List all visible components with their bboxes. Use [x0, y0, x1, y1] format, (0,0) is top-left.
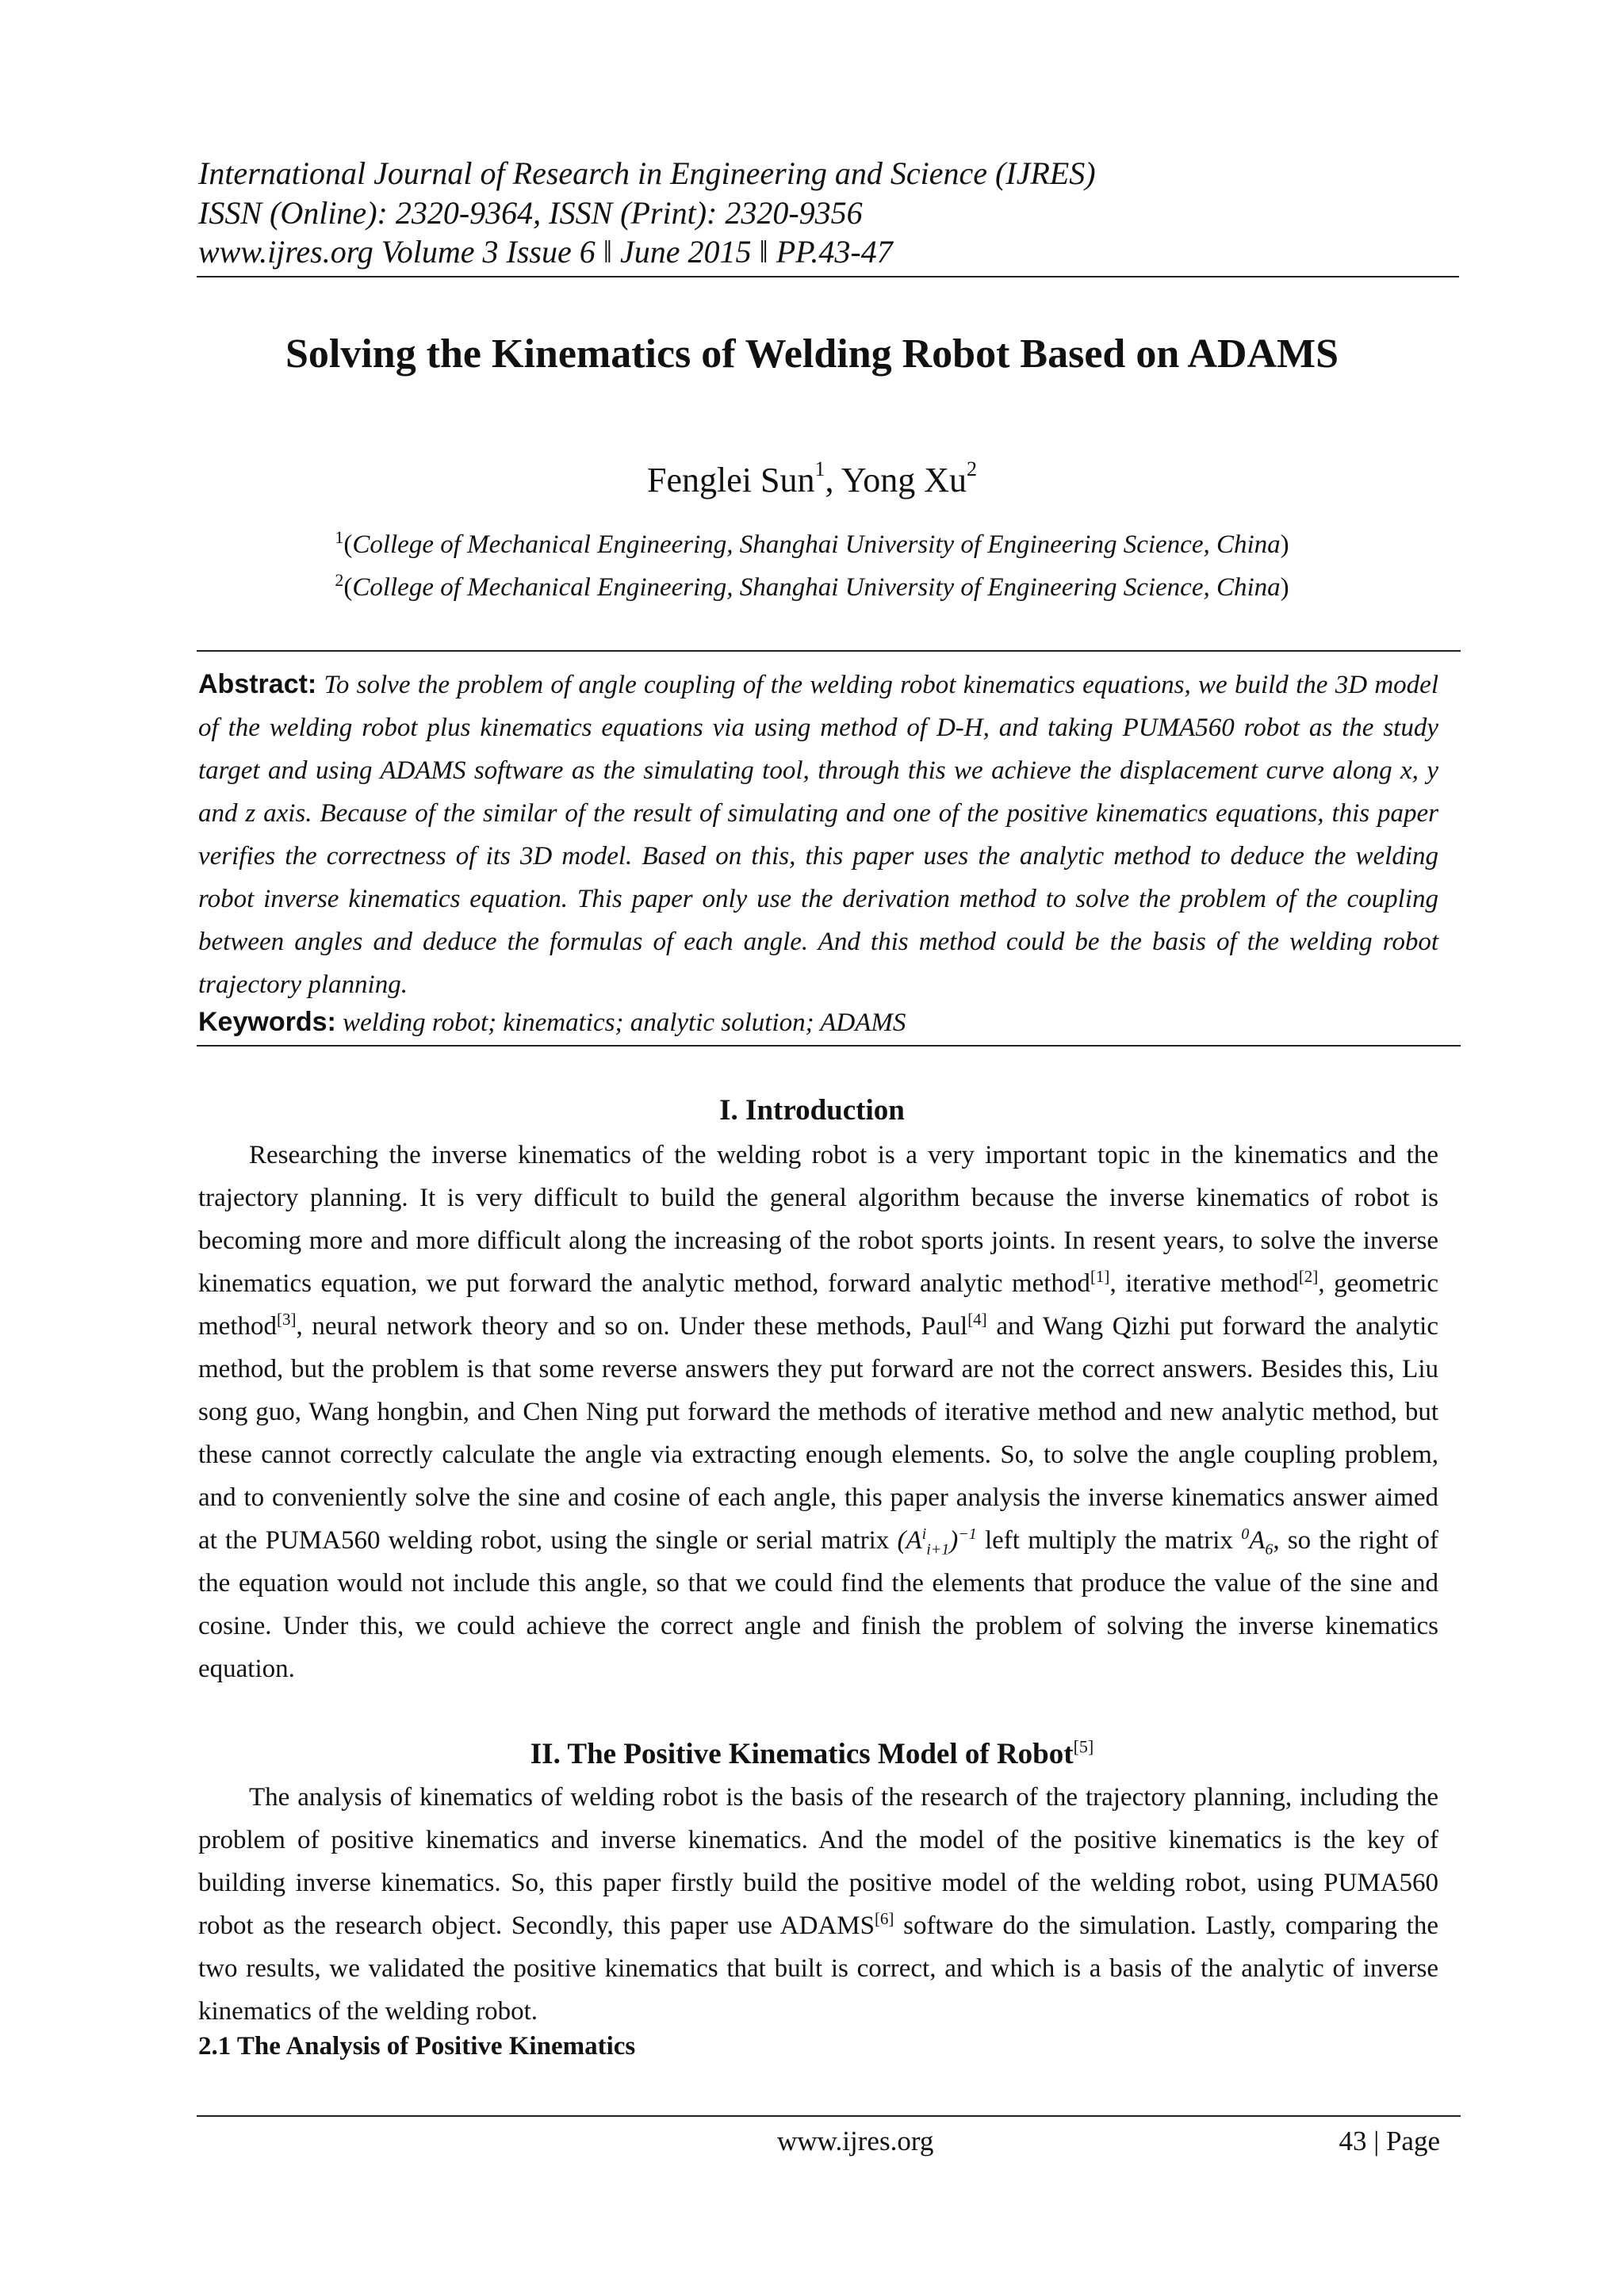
- inline-math-matrix: [1241, 1525, 1274, 1559]
- paragraph-text: , so the right of the equation would not include this angle, so that we could find the elements that produce the value of the sine and cosine. Under this, we could achieve the correct angle and finish the problem of solving the inverse kinematics equation.: [198, 1526, 1438, 1683]
- paper-title: Solving the Kinematics of Welding Robot Based on ADAMS: [285, 331, 1339, 377]
- subsection-heading: 2.1 The Analysis of Positive Kinematics: [198, 2032, 636, 2061]
- paragraph-text: , geometric method: [198, 1269, 1439, 1341]
- keywords-text: welding robot; kinematics; analytic solution; ADAMS: [343, 1008, 906, 1037]
- section-heading: [0, 1735, 1624, 1774]
- affiliation-text: College of Mechanical Engineering, Shanghai University of Engineering Science, China: [352, 573, 1281, 602]
- inline-math-inverse-matrix: [897, 1525, 977, 1559]
- affiliation: $^1$(College of Mechanical Engineering, Shanghai University of Engineering Science, China): [335, 527, 1289, 559]
- author-affiliation-mark: 2: [966, 457, 977, 481]
- author-name: Yong Xu: [841, 461, 967, 499]
- footer-website: www.ijres.org: [777, 2126, 934, 2156]
- abstract-bottom-rule: [197, 1045, 1461, 1047]
- math-subscript: 6: [1265, 1540, 1274, 1559]
- citation-ref: [4]: [967, 1310, 987, 1329]
- paragraph-text: , neural network theory and so on. Under these methods, Paul: [296, 1312, 968, 1341]
- math-paren: ): [949, 1526, 959, 1555]
- journal-issn: ISSN (Online): 2320-9364, ISSN (Print): 2320-9356: [198, 195, 863, 231]
- keywords-label: Keywords:: [198, 1007, 336, 1037]
- affiliation-mark: 2: [335, 570, 344, 590]
- footer-page-number: 43 | Page: [1339, 2126, 1440, 2156]
- paragraph-text: The analysis of kinematics of welding robot is the basis of the research of the trajectory planning, including the problem of positive kinematics and inverse kinematics. And the model of the positive kinematics is the key of building inverse kinematics. So, this paper firstly build the positive model of the welding robot, using PUMA560 robot as the research object. Secondly, this paper use ADAMS: [198, 1783, 1438, 1940]
- journal-volume: www.ijres.org Volume 3 Issue 6 ǁ June 2015 ǁ PP.43-47: [198, 234, 893, 270]
- paragraph-text: , iterative method: [1109, 1269, 1299, 1298]
- author-affiliation-mark: 1: [814, 457, 825, 481]
- section-heading-text: II. The Positive Kinematics Model of Robot: [530, 1738, 1074, 1770]
- math-subscript: i+1: [926, 1540, 950, 1559]
- keywords: [198, 1002, 1438, 1043]
- citation-ref: [1]: [1090, 1267, 1110, 1286]
- header-rule: [197, 276, 1459, 277]
- math-presuperscript: 0: [1241, 1525, 1250, 1543]
- section-heading: I. Introduction: [719, 1094, 905, 1127]
- author-separator: ,: [825, 461, 841, 499]
- math-exponent: −1: [958, 1525, 977, 1543]
- author-list: [0, 457, 1624, 504]
- journal-name: International Journal of Research in Engineering and Science (IJRES): [198, 155, 1096, 191]
- affiliation: $^2$(College of Mechanical Engineering, Shanghai University of Engineering Science, China): [335, 570, 1289, 602]
- author-name: Fenglei Sun: [647, 461, 815, 499]
- abstract: [198, 663, 1438, 1006]
- citation-ref: [3]: [276, 1310, 297, 1329]
- affiliation-mark: 1: [335, 527, 344, 547]
- math-paren: (: [897, 1526, 906, 1555]
- paragraph-text: software do the simulation. Lastly, comparing the two results, we validated the positive kinematics that built is correct, and which is a basis of the analytic of inverse kinematics of the welding robot.: [198, 1911, 1438, 2026]
- introduction-paragraph: [198, 1134, 1438, 1690]
- citation-ref: [6]: [874, 1909, 894, 1928]
- affiliation-text: College of Mechanical Engineering, Shanghai University of Engineering Science, China: [352, 530, 1281, 559]
- citation-ref: [2]: [1298, 1267, 1319, 1286]
- paragraph-text: and Wang Qizhi put forward the analytic method, but the problem is that some reverse answers they put forward are not the correct answers. Besides this, Liu song guo, Wang hongbin, and Chen Ning put forward the methods of iterative method and new analytic method, but these cannot correctly calculate the angle via extracting enough elements. So, to solve the angle coupling problem, and to conveniently solve the sine and cosine of each angle, this paper analysis the inverse kinematics answer aimed at the PUMA560 welding robot, using the single or serial matrix: [198, 1312, 1438, 1555]
- math-symbol: A: [1249, 1526, 1266, 1555]
- section2-paragraph: [198, 1776, 1438, 2033]
- citation-ref: [5]: [1073, 1736, 1094, 1757]
- abstract-label: Abstract:: [198, 669, 317, 699]
- footer-rule: [197, 2115, 1461, 2117]
- abstract-top-rule: [197, 650, 1461, 652]
- math-superscript: i: [921, 1525, 927, 1543]
- abstract-text: To solve the problem of angle coupling of the welding robot kinematics equations, we build the 3D model of the welding robot plus kinematics equations via using method of D-H, and taking PUMA560 robot as the study target and using ADAMS software as the simulating tool, through this we achieve the displacement curve along x, y and z axis. Because of the similar of the result of simulating and one of the positive kinematics equations, this paper verifies the correctness of its 3D model. Based on this, this paper uses the analytic method to deduce the welding robot inverse kinematics equation. This paper only use the derivation method to solve the problem of the coupling between angles and deduce the formulas of each angle. And this method could be the basis of the welding robot trajectory planning.: [198, 671, 1438, 999]
- paragraph-text: left multiply the matrix: [976, 1526, 1242, 1555]
- math-symbol: A: [906, 1526, 922, 1555]
- paragraph-text: Researching the inverse kinematics of the welding robot is a very important topic in the kinematics and the trajectory planning. It is very difficult to build the general algorithm because the inverse kinematics of robot is becoming more and more difficult along the increasing of the robot sports joints. In resent years, to solve the inverse kinematics equation, we put forward the analytic method, forward analytic method: [198, 1141, 1438, 1298]
